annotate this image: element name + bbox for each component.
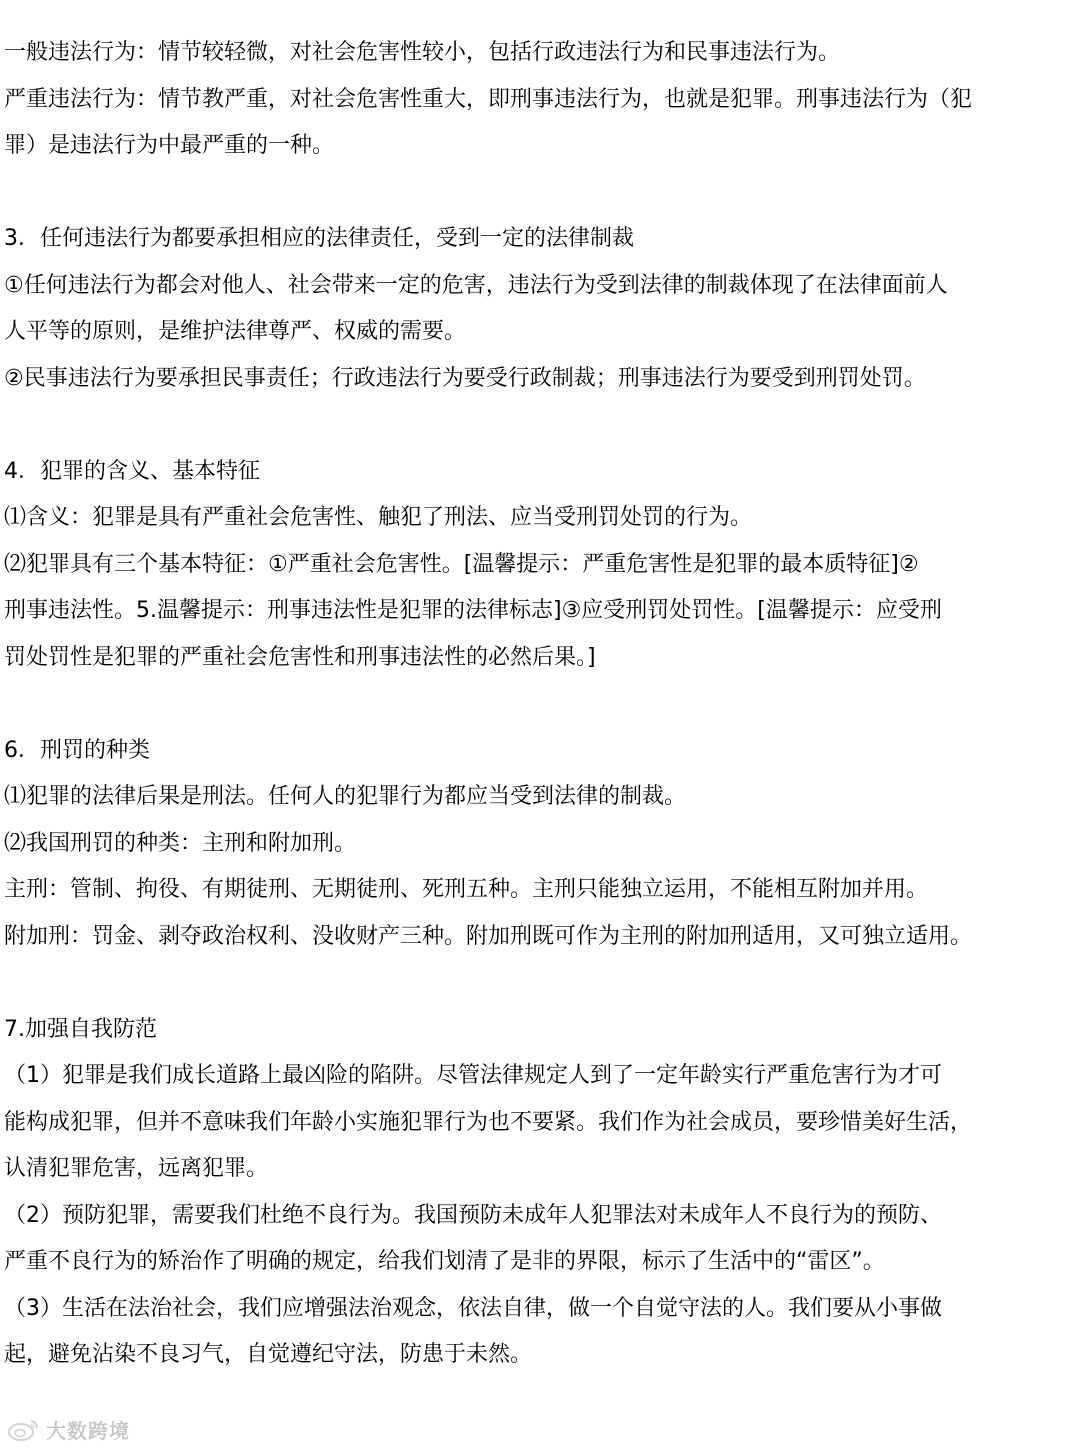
text-line: ⑵犯罪具有三个基本特征：①严重社会危害性。[温馨提示：严重危害性是犯罪的最本质特征]② [4,551,919,577]
text-line: 刑事违法性。5.温馨提示：刑事违法性是犯罪的法律标志]③应受刑罚处罚性。[温馨提示：应受刑 [4,598,942,623]
text-line: 严重不良行为的矫治作了明确的规定，给我们划清了是非的界限，标示了生活中的“雷区”。 [4,1249,885,1274]
section-heading-6: 6．刑罚的种类 [4,737,150,763]
text-line: 人平等的原则，是维护法律尊严、权威的需要。 [4,319,467,344]
document-body [4,30,1074,1379]
text-line: ②民事违法行为要承担民事责任；行政违法行为要受行政制裁；刑事违法行为要受到刑罚处罚。 [4,365,926,391]
text-line: ①任何违法行为都会对他人、社会带来一定的危害，违法行为受到法律的制裁体现了在法律面前人 [4,272,948,298]
section-heading-7: 7.加强自我防范 [4,1016,157,1042]
text-line: （1）犯罪是我们成长道路上最凶险的陷阱。尽管法律规定人到了一定年龄实行严重危害行为才可 [4,1063,943,1088]
text-line: （3）生活在法治社会，我们应增强法治观念，依法自律，做一个自觉守法的人。我们要从小事做 [4,1295,943,1321]
section-heading-3: 3．任何违法行为都要承担相应的法律责任，受到一定的法律制裁 [4,226,634,251]
text-line: 起，避免沾染不良习气，自觉遵纪守法，防患于未然。 [4,1342,533,1367]
section-heading-4: 4．犯罪的含义、基本特征 [4,458,260,484]
text-line: 附加刑：罚金、剥夺政治权利、没收财产三种。附加刑既可作为主刑的附加刑适用，又可独立适用。 [4,923,973,949]
text-line: 能构成犯罪，但并不意味我们年龄小实施犯罪行为也不要紧。我们作为社会成员，要珍惜美好生活， [4,1109,973,1135]
text-line: ⑴含义：犯罪是具有严重社会危害性、触犯了刑法、应当受刑罚处罚的行为。 [4,505,753,530]
text-line: ⑴犯罪的法律后果是刑法。任何人的犯罪行为都应当受到法律的制裁。 [4,784,687,809]
watermark [6,1414,130,1444]
text-line: 认清犯罪危害，远离犯罪。 [4,1156,269,1181]
text-line: 罚处罚性是犯罪的严重社会危害性和刑事违法性的必然后果。] [4,644,596,670]
weibo-logo-icon [6,1416,42,1442]
text-line: （2）预防犯罪，需要我们杜绝不良行为。我国预防未成年人犯罪法对未成年人不良行为的预防、 [4,1202,943,1228]
text-line: ⑵我国刑罚的种类：主刑和附加刑。 [4,830,357,856]
watermark-text: 大数跨境 [46,1418,130,1443]
text-line: 罪）是违法行为中最严重的一种。 [4,133,335,158]
text-line: 一般违法行为：情节较轻微，对社会危害性较小，包括行政违法行为和民事违法行为。 [4,40,841,65]
text-line: 主刑：管制、拘役、有期徒刑、无期徒刑、死刑五种。主刑只能独立运用，不能相互附加并用。 [4,877,929,902]
text-line: 严重违法行为：情节教严重，对社会危害性重大，即刑事违法行为，也就是犯罪。刑事违法行为（犯 [4,86,973,112]
